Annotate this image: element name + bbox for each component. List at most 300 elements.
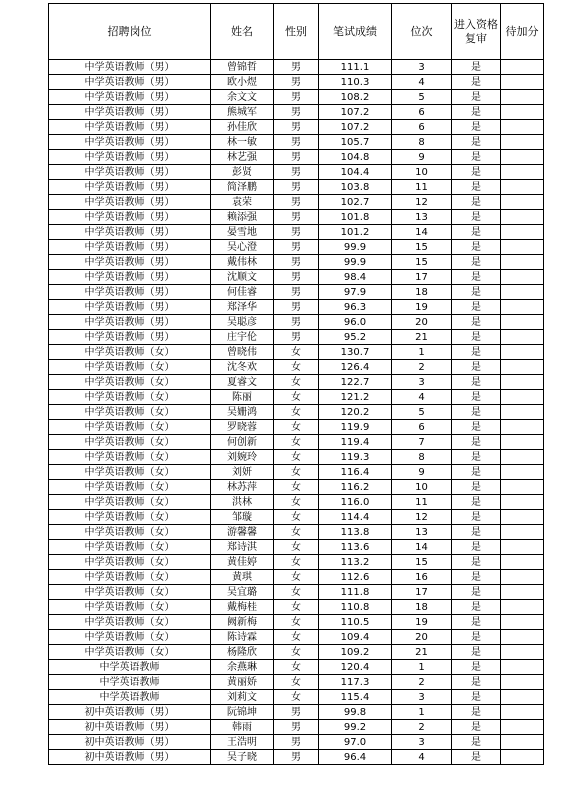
cell-score: 117.3 <box>319 675 392 690</box>
cell-name: 罗晓蓉 <box>211 420 274 435</box>
cell-gender: 女 <box>274 540 319 555</box>
cell-bonus <box>501 690 544 705</box>
cell-rank: 14 <box>392 225 452 240</box>
cell-score: 120.4 <box>319 660 392 675</box>
cell-gender: 男 <box>274 750 319 765</box>
cell-bonus <box>501 615 544 630</box>
cell-name: 林艺强 <box>211 150 274 165</box>
cell-score: 107.2 <box>319 105 392 120</box>
cell-score: 110.5 <box>319 615 392 630</box>
table-row <box>49 300 544 315</box>
cell-name: 曾晓伟 <box>211 345 274 360</box>
cell-rank: 15 <box>392 555 452 570</box>
table-row <box>49 315 544 330</box>
cell-name: 陈诗霖 <box>211 630 274 645</box>
cell-score: 96.0 <box>319 315 392 330</box>
cell-review: 是 <box>452 285 501 300</box>
cell-gender: 男 <box>274 720 319 735</box>
cell-review: 是 <box>452 555 501 570</box>
table-row <box>49 750 544 765</box>
cell-rank: 19 <box>392 300 452 315</box>
cell-review: 是 <box>452 180 501 195</box>
cell-gender: 女 <box>274 465 319 480</box>
cell-gender: 男 <box>274 165 319 180</box>
cell-name: 陈丽 <box>211 390 274 405</box>
cell-name: 余文文 <box>211 90 274 105</box>
header-bonus: 待加分 <box>501 4 544 60</box>
cell-rank: 20 <box>392 315 452 330</box>
cell-rank: 21 <box>392 330 452 345</box>
cell-gender: 男 <box>274 105 319 120</box>
cell-position: 中学英语教师（女） <box>49 450 211 465</box>
cell-bonus <box>501 465 544 480</box>
cell-score: 107.2 <box>319 120 392 135</box>
cell-rank: 13 <box>392 210 452 225</box>
cell-position: 中学英语教师（男） <box>49 150 211 165</box>
cell-gender: 女 <box>274 510 319 525</box>
cell-gender: 男 <box>274 315 319 330</box>
table-row <box>49 705 544 720</box>
cell-name: 刘婉玲 <box>211 450 274 465</box>
cell-score: 98.4 <box>319 270 392 285</box>
table-row <box>49 105 544 120</box>
cell-review: 是 <box>452 135 501 150</box>
cell-bonus <box>501 435 544 450</box>
cell-bonus <box>501 210 544 225</box>
cell-position: 中学英语教师（男） <box>49 225 211 240</box>
cell-name: 吴心澄 <box>211 240 274 255</box>
cell-gender: 男 <box>274 195 319 210</box>
cell-bonus <box>501 165 544 180</box>
cell-review: 是 <box>452 525 501 540</box>
table-row <box>49 540 544 555</box>
cell-position: 中学英语教师（女） <box>49 600 211 615</box>
cell-gender: 女 <box>274 555 319 570</box>
cell-gender: 男 <box>274 180 319 195</box>
cell-score: 101.8 <box>319 210 392 225</box>
cell-position: 中学英语教师（女） <box>49 570 211 585</box>
cell-rank: 10 <box>392 480 452 495</box>
table-row <box>49 450 544 465</box>
cell-review: 是 <box>452 195 501 210</box>
cell-bonus <box>501 540 544 555</box>
cell-review: 是 <box>452 405 501 420</box>
cell-bonus <box>501 510 544 525</box>
cell-rank: 4 <box>392 390 452 405</box>
cell-review: 是 <box>452 300 501 315</box>
cell-rank: 15 <box>392 255 452 270</box>
cell-bonus <box>501 390 544 405</box>
cell-rank: 17 <box>392 585 452 600</box>
cell-rank: 4 <box>392 750 452 765</box>
cell-name: 赖添强 <box>211 210 274 225</box>
cell-name: 曾锦哲 <box>211 60 274 75</box>
cell-name: 韩雨 <box>211 720 274 735</box>
cell-position: 中学英语教师（男） <box>49 90 211 105</box>
cell-review: 是 <box>452 330 501 345</box>
cell-gender: 男 <box>274 75 319 90</box>
cell-name: 吴聪彦 <box>211 315 274 330</box>
cell-score: 130.7 <box>319 345 392 360</box>
cell-position: 初中英语教师（男） <box>49 705 211 720</box>
cell-position: 中学英语教师（女） <box>49 405 211 420</box>
table-row <box>49 420 544 435</box>
cell-rank: 12 <box>392 510 452 525</box>
table-row <box>49 255 544 270</box>
cell-gender: 男 <box>274 225 319 240</box>
cell-review: 是 <box>452 315 501 330</box>
cell-rank: 11 <box>392 180 452 195</box>
cell-position: 中学英语教师（女） <box>49 420 211 435</box>
cell-review: 是 <box>452 675 501 690</box>
cell-score: 99.9 <box>319 240 392 255</box>
cell-rank: 19 <box>392 615 452 630</box>
table-row <box>49 60 544 75</box>
table-row <box>49 405 544 420</box>
cell-bonus <box>501 180 544 195</box>
cell-gender: 男 <box>274 135 319 150</box>
cell-name: 游馨馨 <box>211 525 274 540</box>
cell-position: 中学英语教师（女） <box>49 525 211 540</box>
cell-score: 96.4 <box>319 750 392 765</box>
cell-bonus <box>501 525 544 540</box>
cell-gender: 男 <box>274 300 319 315</box>
cell-review: 是 <box>452 600 501 615</box>
cell-position: 中学英语教师（男） <box>49 255 211 270</box>
cell-rank: 3 <box>392 60 452 75</box>
cell-gender: 女 <box>274 420 319 435</box>
cell-score: 119.4 <box>319 435 392 450</box>
cell-position: 中学英语教师（女） <box>49 480 211 495</box>
cell-name: 庄宇伦 <box>211 330 274 345</box>
results-table <box>48 3 544 765</box>
cell-gender: 女 <box>274 630 319 645</box>
table-row <box>49 240 544 255</box>
cell-rank: 1 <box>392 660 452 675</box>
cell-bonus <box>501 720 544 735</box>
cell-score: 95.2 <box>319 330 392 345</box>
cell-gender: 女 <box>274 645 319 660</box>
table-row <box>49 570 544 585</box>
cell-gender: 女 <box>274 345 319 360</box>
cell-name: 吴姗鸿 <box>211 405 274 420</box>
cell-name: 吴子晓 <box>211 750 274 765</box>
table-row <box>49 585 544 600</box>
cell-gender: 男 <box>274 330 319 345</box>
table-row <box>49 525 544 540</box>
cell-position: 中学英语教师（男） <box>49 165 211 180</box>
table-row <box>49 675 544 690</box>
cell-rank: 14 <box>392 540 452 555</box>
cell-bonus <box>501 420 544 435</box>
table-row <box>49 135 544 150</box>
cell-rank: 2 <box>392 360 452 375</box>
cell-name: 黄佳婷 <box>211 555 274 570</box>
table-row <box>49 660 544 675</box>
cell-score: 99.9 <box>319 255 392 270</box>
cell-position: 中学英语教师（男） <box>49 105 211 120</box>
cell-review: 是 <box>452 450 501 465</box>
cell-bonus <box>501 495 544 510</box>
cell-score: 108.2 <box>319 90 392 105</box>
cell-gender: 男 <box>274 150 319 165</box>
cell-position: 中学英语教师（女） <box>49 555 211 570</box>
header-name: 姓名 <box>211 4 274 60</box>
cell-gender: 女 <box>274 405 319 420</box>
cell-score: 112.6 <box>319 570 392 585</box>
header-position: 招聘岗位 <box>49 4 211 60</box>
cell-score: 126.4 <box>319 360 392 375</box>
cell-bonus <box>501 750 544 765</box>
cell-position: 中学英语教师（男） <box>49 60 211 75</box>
cell-rank: 8 <box>392 135 452 150</box>
cell-name: 沈冬欢 <box>211 360 274 375</box>
table-row <box>49 690 544 705</box>
cell-name: 阙新梅 <box>211 615 274 630</box>
cell-bonus <box>501 240 544 255</box>
cell-name: 林一敏 <box>211 135 274 150</box>
cell-rank: 6 <box>392 420 452 435</box>
table-row <box>49 465 544 480</box>
cell-review: 是 <box>452 720 501 735</box>
cell-rank: 9 <box>392 150 452 165</box>
cell-rank: 1 <box>392 705 452 720</box>
cell-review: 是 <box>452 645 501 660</box>
table-row <box>49 120 544 135</box>
cell-review: 是 <box>452 735 501 750</box>
cell-name: 林苏萍 <box>211 480 274 495</box>
cell-bonus <box>501 585 544 600</box>
cell-gender: 男 <box>274 210 319 225</box>
cell-review: 是 <box>452 390 501 405</box>
cell-score: 116.4 <box>319 465 392 480</box>
cell-gender: 男 <box>274 240 319 255</box>
cell-rank: 2 <box>392 720 452 735</box>
cell-bonus <box>501 675 544 690</box>
cell-bonus <box>501 570 544 585</box>
cell-review: 是 <box>452 465 501 480</box>
cell-position: 中学英语教师（男） <box>49 135 211 150</box>
cell-rank: 5 <box>392 405 452 420</box>
cell-rank: 6 <box>392 120 452 135</box>
cell-name: 刘莉文 <box>211 690 274 705</box>
cell-rank: 18 <box>392 285 452 300</box>
cell-bonus <box>501 600 544 615</box>
cell-review: 是 <box>452 165 501 180</box>
cell-score: 111.1 <box>319 60 392 75</box>
cell-review: 是 <box>452 495 501 510</box>
cell-gender: 女 <box>274 375 319 390</box>
cell-score: 113.6 <box>319 540 392 555</box>
cell-position: 中学英语教师（男） <box>49 330 211 345</box>
cell-score: 111.8 <box>319 585 392 600</box>
cell-review: 是 <box>452 225 501 240</box>
cell-rank: 3 <box>392 690 452 705</box>
table-row <box>49 165 544 180</box>
cell-score: 97.0 <box>319 735 392 750</box>
cell-review: 是 <box>452 75 501 90</box>
cell-position: 中学英语教师（男） <box>49 270 211 285</box>
cell-score: 105.7 <box>319 135 392 150</box>
table-row <box>49 510 544 525</box>
table-row <box>49 345 544 360</box>
table-row <box>49 495 544 510</box>
cell-position: 初中英语教师（男） <box>49 720 211 735</box>
table-row <box>49 630 544 645</box>
cell-position: 中学英语教师（女） <box>49 345 211 360</box>
table-row <box>49 270 544 285</box>
table-row <box>49 195 544 210</box>
cell-review: 是 <box>452 435 501 450</box>
cell-score: 116.2 <box>319 480 392 495</box>
cell-gender: 男 <box>274 90 319 105</box>
cell-rank: 20 <box>392 630 452 645</box>
cell-review: 是 <box>452 615 501 630</box>
cell-name: 洪林 <box>211 495 274 510</box>
table-row <box>49 555 544 570</box>
cell-score: 122.7 <box>319 375 392 390</box>
cell-bonus <box>501 135 544 150</box>
cell-bonus <box>501 480 544 495</box>
cell-score: 104.4 <box>319 165 392 180</box>
cell-name: 彭贤 <box>211 165 274 180</box>
cell-gender: 女 <box>274 585 319 600</box>
cell-bonus <box>501 90 544 105</box>
table-row <box>49 360 544 375</box>
table-row <box>49 210 544 225</box>
cell-gender: 女 <box>274 450 319 465</box>
cell-position: 中学英语教师（男） <box>49 300 211 315</box>
cell-rank: 6 <box>392 105 452 120</box>
cell-review: 是 <box>452 120 501 135</box>
cell-name: 郑诗淇 <box>211 540 274 555</box>
cell-bonus <box>501 120 544 135</box>
table-row <box>49 285 544 300</box>
cell-gender: 女 <box>274 480 319 495</box>
cell-bonus <box>501 105 544 120</box>
cell-review: 是 <box>452 360 501 375</box>
table-row <box>49 75 544 90</box>
cell-gender: 男 <box>274 285 319 300</box>
cell-name: 欧小煜 <box>211 75 274 90</box>
cell-position: 中学英语教师（女） <box>49 375 211 390</box>
cell-name: 阮锦坤 <box>211 705 274 720</box>
cell-review: 是 <box>452 240 501 255</box>
cell-bonus <box>501 225 544 240</box>
cell-position: 中学英语教师（女） <box>49 585 211 600</box>
cell-gender: 女 <box>274 600 319 615</box>
header-rank: 位次 <box>392 4 452 60</box>
cell-rank: 13 <box>392 525 452 540</box>
cell-rank: 9 <box>392 465 452 480</box>
cell-position: 中学英语教师 <box>49 690 211 705</box>
cell-name: 邹璇 <box>211 510 274 525</box>
cell-review: 是 <box>452 345 501 360</box>
cell-position: 中学英语教师（女） <box>49 615 211 630</box>
cell-bonus <box>501 735 544 750</box>
cell-rank: 5 <box>392 90 452 105</box>
cell-name: 何创新 <box>211 435 274 450</box>
cell-name: 熊城军 <box>211 105 274 120</box>
cell-rank: 2 <box>392 675 452 690</box>
cell-score: 109.4 <box>319 630 392 645</box>
cell-score: 101.2 <box>319 225 392 240</box>
cell-position: 中学英语教师（男） <box>49 240 211 255</box>
cell-name: 袁荣 <box>211 195 274 210</box>
cell-gender: 女 <box>274 495 319 510</box>
cell-bonus <box>501 255 544 270</box>
cell-bonus <box>501 75 544 90</box>
cell-position: 中学英语教师（女） <box>49 435 211 450</box>
cell-gender: 男 <box>274 60 319 75</box>
cell-rank: 10 <box>392 165 452 180</box>
cell-gender: 女 <box>274 675 319 690</box>
cell-name: 郑泽华 <box>211 300 274 315</box>
cell-bonus <box>501 645 544 660</box>
cell-gender: 男 <box>274 735 319 750</box>
cell-gender: 女 <box>274 435 319 450</box>
cell-rank: 1 <box>392 345 452 360</box>
cell-name: 杨隆欣 <box>211 645 274 660</box>
cell-position: 初中英语教师（男） <box>49 735 211 750</box>
cell-rank: 11 <box>392 495 452 510</box>
table-row <box>49 225 544 240</box>
cell-score: 120.2 <box>319 405 392 420</box>
cell-gender: 女 <box>274 660 319 675</box>
cell-name: 黄丽娇 <box>211 675 274 690</box>
cell-score: 115.4 <box>319 690 392 705</box>
cell-position: 中学英语教师（女） <box>49 390 211 405</box>
cell-position: 中学英语教师（男） <box>49 285 211 300</box>
cell-review: 是 <box>452 510 501 525</box>
cell-position: 中学英语教师（男） <box>49 195 211 210</box>
cell-gender: 女 <box>274 570 319 585</box>
cell-score: 110.8 <box>319 600 392 615</box>
table-row <box>49 645 544 660</box>
cell-score: 99.2 <box>319 720 392 735</box>
cell-score: 96.3 <box>319 300 392 315</box>
cell-review: 是 <box>452 105 501 120</box>
header-score: 笔试成绩 <box>319 4 392 60</box>
table-row <box>49 735 544 750</box>
cell-bonus <box>501 360 544 375</box>
table-row <box>49 720 544 735</box>
cell-score: 113.2 <box>319 555 392 570</box>
cell-bonus <box>501 300 544 315</box>
table-row <box>49 375 544 390</box>
cell-score: 113.8 <box>319 525 392 540</box>
cell-score: 102.7 <box>319 195 392 210</box>
cell-bonus <box>501 60 544 75</box>
cell-position: 中学英语教师（女） <box>49 360 211 375</box>
cell-review: 是 <box>452 150 501 165</box>
cell-bonus <box>501 630 544 645</box>
cell-gender: 男 <box>274 270 319 285</box>
cell-bonus <box>501 705 544 720</box>
cell-bonus <box>501 555 544 570</box>
cell-position: 中学英语教师（男） <box>49 75 211 90</box>
cell-score: 119.3 <box>319 450 392 465</box>
cell-review: 是 <box>452 705 501 720</box>
cell-gender: 女 <box>274 390 319 405</box>
cell-position: 中学英语教师 <box>49 660 211 675</box>
cell-rank: 4 <box>392 75 452 90</box>
cell-name: 王浩明 <box>211 735 274 750</box>
cell-name: 黄琪 <box>211 570 274 585</box>
cell-position: 中学英语教师（男） <box>49 180 211 195</box>
header-row <box>49 4 544 60</box>
cell-score: 109.2 <box>319 645 392 660</box>
